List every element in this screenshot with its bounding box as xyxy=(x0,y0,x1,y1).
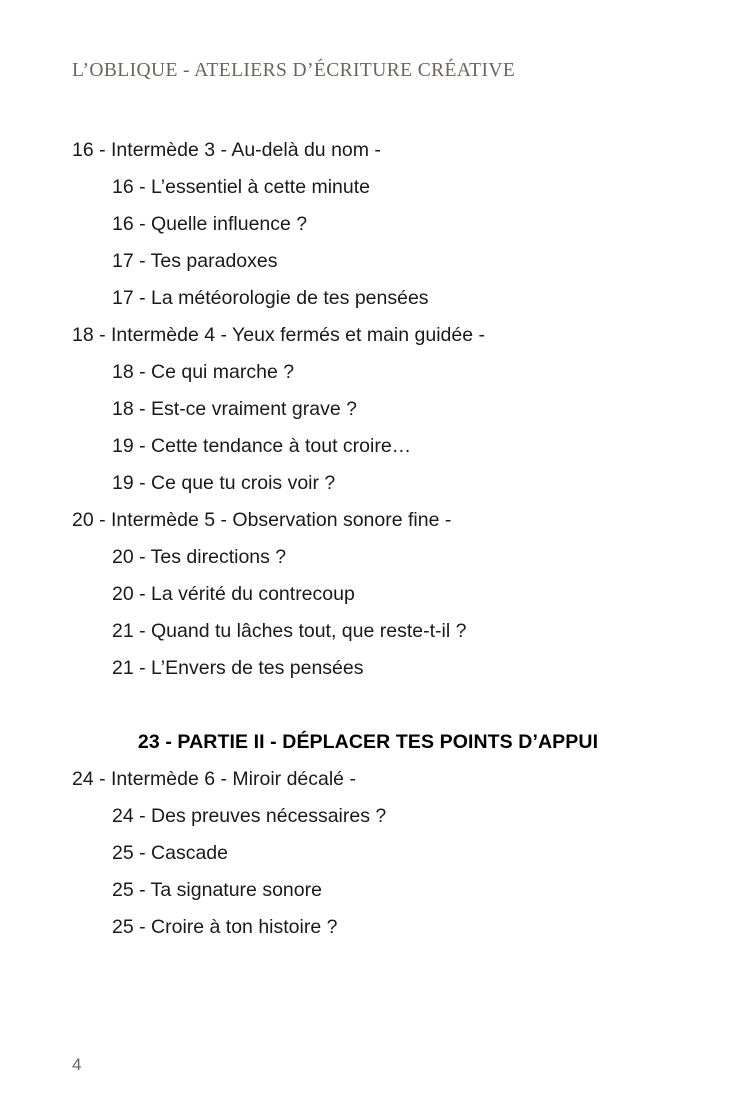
toc-entry[interactable]: 17 - Tes paradoxes xyxy=(112,250,278,272)
toc-entry[interactable]: 18 - Ce qui marche ? xyxy=(112,361,295,383)
toc-spacer xyxy=(0,687,736,724)
toc-entry[interactable]: 25 - Ta signature sonore xyxy=(112,879,322,901)
toc-entry[interactable]: 20 - La vérité du contrecoup xyxy=(112,583,355,605)
toc-entry[interactable]: 21 - Quand tu lâches tout, que reste-t-il ? xyxy=(112,620,467,642)
toc-part-heading: 23 - PARTIE II - DÉPLACER TES POINTS D’APPUI xyxy=(137,731,599,753)
toc-entry[interactable]: 20 - Intermède 5 - Observation sonore fine - xyxy=(72,509,452,531)
toc-entry[interactable]: 25 - Croire à ton histoire ? xyxy=(112,916,338,938)
page-number: 4 xyxy=(72,1055,82,1074)
toc-entry[interactable]: 24 - Intermède 6 - Miroir décalé - xyxy=(72,768,356,790)
table-of-contents xyxy=(0,132,736,946)
running-head: L’OBLIQUE - ATELIERS D’ÉCRITURE CRÉATIVE xyxy=(72,60,516,81)
toc-entry[interactable]: 16 - Intermède 3 - Au-delà du nom - xyxy=(72,139,381,161)
toc-entry[interactable]: 25 - Cascade xyxy=(112,842,228,864)
toc-entry[interactable]: 20 - Tes directions ? xyxy=(112,546,287,568)
toc-entry[interactable]: 19 - Cette tendance à tout croire… xyxy=(112,435,412,457)
toc-entry[interactable]: 17 - La météorologie de tes pensées xyxy=(112,287,429,309)
toc-entry[interactable]: 21 - L’Envers de tes pensées xyxy=(112,657,364,679)
toc-entry[interactable]: 16 - L’essentiel à cette minute xyxy=(112,176,370,198)
toc-entry[interactable]: 19 - Ce que tu crois voir ? xyxy=(112,472,336,494)
toc-entry[interactable]: 16 - Quelle influence ? xyxy=(112,213,308,235)
toc-entry[interactable]: 24 - Des preuves nécessaires ? xyxy=(112,805,387,827)
toc-entry[interactable]: 18 - Est-ce vraiment grave ? xyxy=(112,398,357,420)
toc-entry[interactable]: 18 - Intermède 4 - Yeux fermés et main guidée - xyxy=(72,324,485,346)
